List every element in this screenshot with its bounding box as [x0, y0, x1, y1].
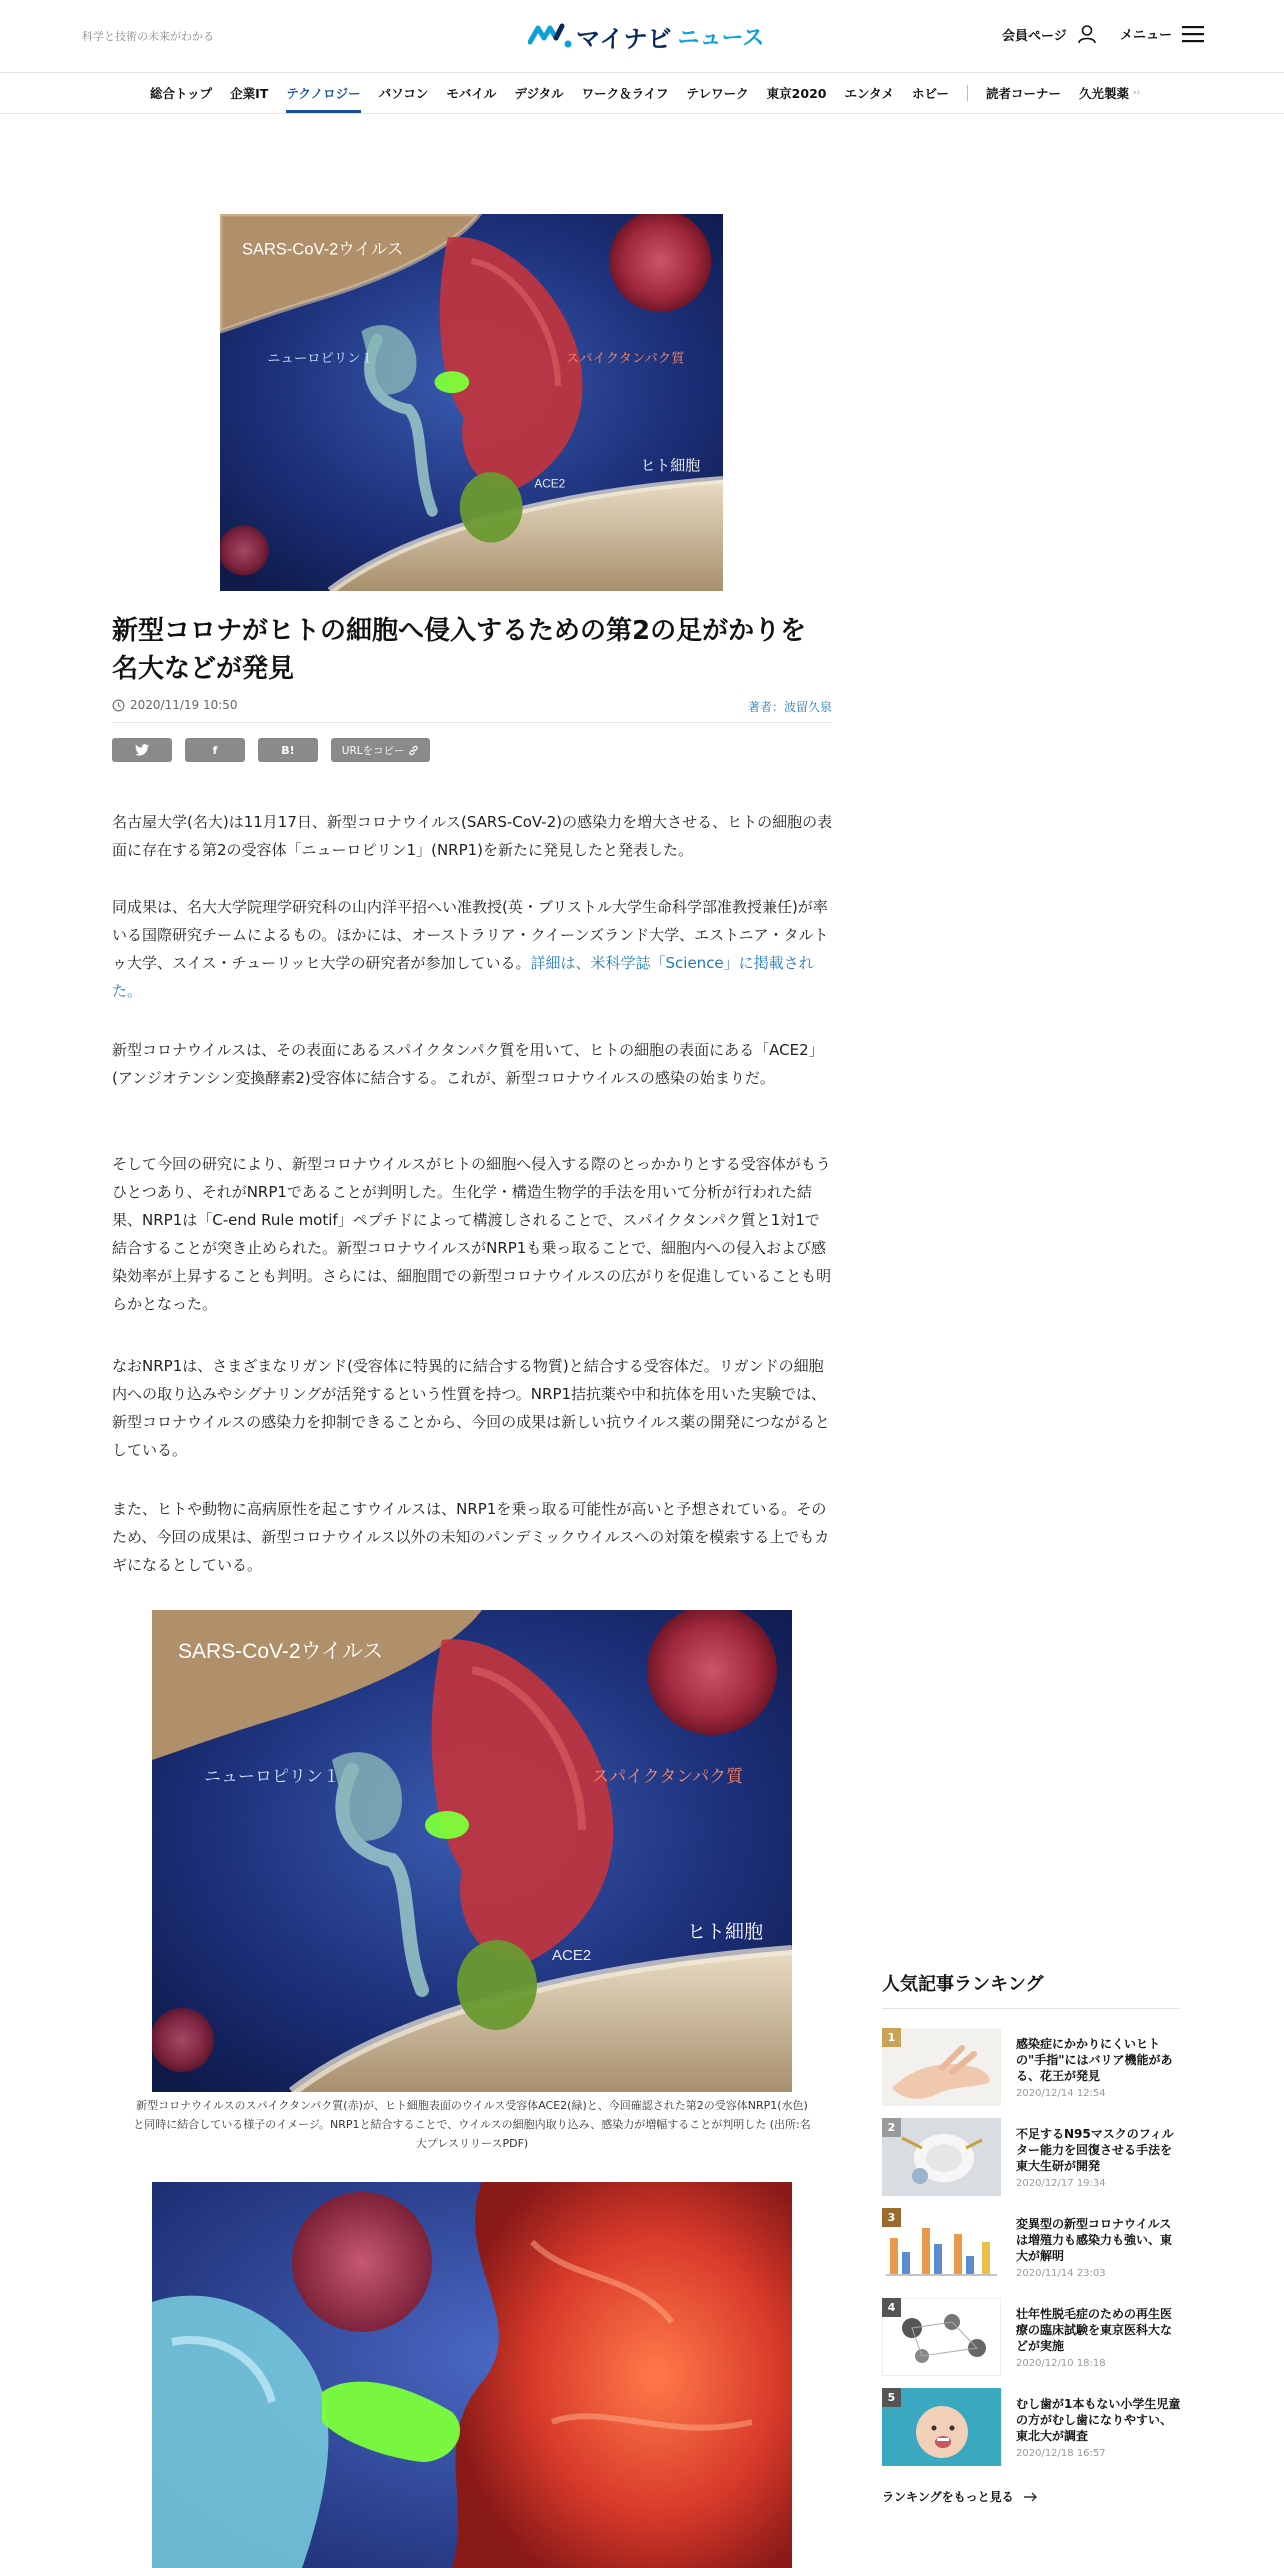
nav-item-enterprise-it[interactable]: 企業IT: [230, 86, 269, 101]
label-nrp1: ニューロピリン１: [267, 350, 374, 366]
ranking-item-5[interactable]: [882, 2388, 1182, 2478]
ranking-badge-2: 2: [882, 2118, 901, 2137]
nav-item-hobby[interactable]: ホビー: [911, 86, 949, 101]
article-paragraph-5: なおNRP1は、さまざまなリガンド(受容体に特異的に結合する物質)と結合する受容体だ。リガンドの細胞内への取り込みやシグナリングが活発するという性質を持つ。NRP1拮抗薬や中和抗体を用いた実験では、新型コロナウイルスの感染力を抑制できることから、今回の成果は新しい抗ウイルス薬の開発につながるとしている。: [112, 1357, 830, 1459]
article-author-link[interactable]: 著者：波留久泉: [747, 700, 832, 714]
article-figure-1[interactable]: [152, 1610, 792, 2092]
menu-button[interactable]: [1120, 24, 1204, 43]
nav-item-technology[interactable]: テクノロジー: [286, 73, 360, 113]
label-nrp1: ニューロピリン１: [204, 1767, 340, 1786]
logo-main-text: マイナビ: [576, 24, 672, 53]
covid-illustration-graphic: [220, 214, 723, 591]
nav-item-hisamitsu[interactable]: 久光製薬: [1079, 86, 1130, 101]
clock-icon: [112, 699, 125, 712]
article-paragraph-2-text: 同成果は、名大大学院理学研究科の山内洋平招へい准教授(英・ブリストル大学生命科学部准教授兼任)が率いる国際研究チームによるもの。ほかには、オーストラリア・クイーンズランド大学、エストニア・タルトゥ大学、スイス・チューリッヒ大学の研究者が参加している。: [112, 898, 829, 972]
nav-item-top[interactable]: 総合トップ: [150, 86, 213, 101]
label-spike: スパイクタンパク質: [592, 1767, 744, 1786]
ranking-badge-1: 1: [882, 2028, 901, 2047]
ranking-item-1[interactable]: [882, 2028, 1182, 2118]
science-paper-link[interactable]: 詳細は、米科学誌「Science」に掲載された。: [112, 954, 814, 1000]
article-date: [112, 698, 238, 712]
label-cell: ヒト細胞: [640, 458, 701, 475]
category-nav: [0, 73, 1284, 114]
hamburger-icon: [1182, 25, 1204, 43]
nav-divider: [967, 85, 968, 101]
ranking-badge-3: 3: [882, 2208, 901, 2227]
link-icon: [408, 745, 419, 756]
ranking-item-2[interactable]: [882, 2118, 1182, 2208]
ranking-date-1: 2020/12/14 12:54: [1016, 2088, 1106, 2099]
article-paragraph-2: [112, 893, 834, 1005]
share-facebook-button[interactable]: f: [185, 738, 245, 762]
nav-item-mobile[interactable]: モバイル: [446, 86, 497, 101]
article-figure-2[interactable]: [152, 2182, 792, 2568]
article-hero-image: [220, 214, 723, 591]
ranking-date-4: 2020/12/10 18:18: [1016, 2358, 1106, 2369]
article-meta: [112, 696, 832, 723]
ranking-badge-4: 4: [882, 2298, 901, 2317]
share-bar: [112, 738, 443, 762]
twitter-icon: [135, 744, 149, 756]
ranking-date-3: 2020/11/14 23:03: [1016, 2268, 1106, 2279]
ranking-more-label: ランキングをもっと見る: [882, 2490, 1014, 2504]
share-twitter-button[interactable]: [112, 738, 172, 762]
figure-1-caption: 新型コロナウイルスのスパイクタンパク質(赤)が、ヒト細胞表面のウイルス受容体ACE2(緑)と、今回確認された第2の受容体NRP1(水色)と同時に結合している様子のイメージ。NRP1と結合することで、ウイルスの細胞内取り込み、感染力が増幅することが判明した (出所:名大プレスリリースPDF): [133, 2099, 811, 2150]
article-date-text: 2020/11/19 10:50: [130, 698, 238, 712]
arrow-right-icon: [1024, 2492, 1038, 2502]
nav-more-icon[interactable]: ››: [1133, 88, 1141, 98]
logo-sub-text: ニュース: [677, 25, 765, 51]
copy-url-button[interactable]: [331, 738, 430, 762]
user-icon: [1077, 24, 1097, 44]
menu-label: メニュー: [1120, 28, 1173, 43]
ranking-headline-1: 感染症にかかりにくいヒトの"手指"にはバリア機能がある、花王が発見: [1016, 2037, 1173, 2083]
ranking-headline-5: むし歯が1本もない小学生児童の方がむし歯になりやすい、東北大が調査: [1016, 2397, 1181, 2443]
article-paragraph-1: 名古屋大学(名大)は11月17日、新型コロナウイルス(SARS-CoV-2)の感染力を増大させる、ヒトの細胞の表面に存在する第2の受容体「ニューロピリン1」(NRP1)を新たに発見したと発表した。: [112, 813, 833, 859]
nav-item-tokyo2020[interactable]: 東京2020: [766, 86, 827, 101]
label-ace2: ACE2: [552, 1947, 592, 1964]
label-spike: スパイクタンパク質: [565, 350, 685, 366]
ranking-headline-4: 壮年性脱毛症のための再生医療の臨床試験を東京医科大などが実施: [1016, 2307, 1173, 2353]
label-virus: SARS-CoV-2ウイルス: [242, 240, 404, 259]
nav-item-work-life[interactable]: ワーク＆ライフ: [581, 86, 669, 101]
nav-item-digital[interactable]: デジタル: [514, 86, 564, 101]
nav-item-telework[interactable]: テレワーク: [686, 86, 749, 101]
article-paragraph-4: そして今回の研究により、新型コロナウイルスがヒトの細胞へ侵入する際のとっかかりとする受容体がもうひとつあり、それがNRP1であることが判明した。生化学・構造生物学的手法を用いて分析が行われた結果、NRP1は「C-end Rule motif」ペプチドによって構渡しされることで、スパイクタンパク質と1対1で結合することが突き止められた。新型コロナウイルスがNRP1も乗っ取ることで、細胞内への侵入および感染効率が上昇することも判明。さらには、細胞間での新型コロナウイルスの広がりを促進していることも明らかとなった。: [112, 1155, 832, 1313]
site-tagline: 科学と技術の未来がわかる: [82, 30, 214, 43]
ranking-badge-5: 5: [882, 2388, 901, 2407]
ranking-title: 人気記事ランキング: [882, 1970, 1180, 2009]
ranking-item-4[interactable]: [882, 2298, 1182, 2388]
ranking-date-5: 2020/12/18 16:57: [1016, 2448, 1106, 2459]
nav-item-pc[interactable]: パソコン: [378, 86, 429, 101]
site-logo[interactable]: [528, 18, 764, 54]
nav-item-readers[interactable]: 読者コーナー: [986, 86, 1062, 101]
category-nav-inner: [150, 73, 1140, 113]
ranking-item-3[interactable]: [882, 2208, 1182, 2298]
share-hatena-button[interactable]: B!: [258, 738, 318, 762]
covid-illustration-graphic-large: [152, 1610, 792, 2092]
site-header: [0, 0, 1284, 73]
member-page-label: 会員ページ: [1002, 28, 1067, 44]
label-cell: ヒト細胞: [687, 1922, 764, 1943]
ranking-headline-2: 不足するN95マスクのフィルター能力を回復させる手法を東大生研が開発: [1016, 2127, 1174, 2173]
label-virus: SARS-CoV-2ウイルス: [178, 1640, 384, 1663]
article-title: 新型コロナがヒトの細胞へ侵入するための第2の足がかりを名大などが発見: [112, 616, 807, 684]
copy-url-label: URLをコピー: [341, 744, 405, 757]
nav-item-entertainment[interactable]: エンタメ: [844, 86, 894, 101]
ranking-date-2: 2020/12/17 19:34: [1016, 2178, 1106, 2189]
covid-closeup-graphic: [152, 2182, 792, 2568]
ranking-headline-3: 変異型の新型コロナウイルスは増殖力も感染力も強い、東大が解明: [1016, 2217, 1173, 2263]
article-paragraph-6: また、ヒトや動物に高病原性を起こすウイルスは、NRP1を乗っ取る可能性が高いと予想されている。そのため、今回の成果は、新型コロナウイルス以外の未知のパンデミックウイルスへの対策を模索する上でもカギになるとしている。: [112, 1500, 830, 1574]
logo-mark-icon: [528, 20, 574, 52]
ranking-list: [882, 2028, 1182, 2478]
label-ace2: ACE2: [534, 477, 566, 491]
ranking-more-link[interactable]: [882, 2488, 1038, 2505]
article-paragraph-3: 新型コロナウイルスは、その表面にあるスパイクタンパク質を用いて、ヒトの細胞の表面にある「ACE2」(アンジオテンシン変換酵素2)受容体に結合する。これが、新型コロナウイルスの感染の始まりだ。: [112, 1041, 824, 1087]
member-page-link[interactable]: [1002, 24, 1097, 44]
